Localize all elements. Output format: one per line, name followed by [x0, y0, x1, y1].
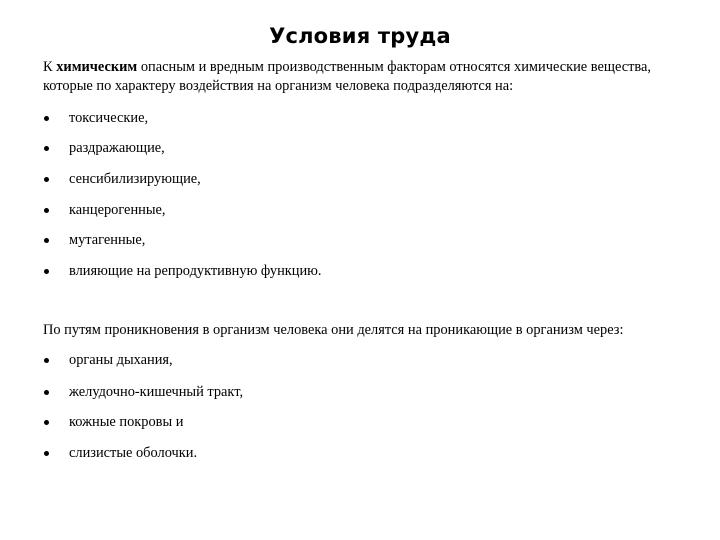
bullet-icon	[44, 358, 49, 363]
list-item	[0, 169, 700, 189]
bullet-icon	[44, 451, 49, 456]
list-item-text: кожные покровы и	[69, 414, 184, 430]
list-item-text: органы дыхания,	[69, 352, 173, 368]
bullet-icon	[44, 116, 49, 121]
intro-prefix: К	[43, 59, 57, 75]
list-item	[0, 230, 700, 250]
bullet-icon	[44, 177, 49, 182]
penetration-paragraph: По путям проникновения в организм человека они делятся на проникающие в организм через:	[43, 322, 624, 338]
bullet-icon	[44, 146, 49, 151]
list-item-text: слизистые оболочки.	[69, 445, 198, 461]
bullet-icon	[44, 269, 49, 274]
page-title: Условия труда	[269, 24, 451, 48]
intro-paragraph	[43, 58, 693, 96]
list-item	[0, 108, 700, 128]
list-item-text: канцерогенные,	[69, 202, 166, 218]
list-item-text: желудочно-кишечный тракт,	[69, 384, 244, 400]
bullet-icon	[44, 390, 49, 395]
list-item-text: раздражающие,	[69, 140, 165, 156]
bullet-icon	[44, 238, 49, 243]
list-item-text: мутагенные,	[69, 232, 146, 248]
list-item-text: токсические,	[69, 110, 149, 126]
bullet-icon	[44, 208, 49, 213]
bullet-icon	[44, 420, 49, 425]
intro-bold-term: химическим	[56, 59, 138, 75]
list-item	[0, 261, 700, 281]
list-item	[0, 443, 700, 463]
list-item	[0, 412, 700, 432]
list-item	[0, 382, 700, 402]
list-item	[0, 138, 700, 158]
list-item	[0, 350, 700, 370]
intro-rest: опасным и вредным производственным факторам относятся химические вещества, которые по характеру воздействия на организм человека подразделяются на:	[43, 59, 651, 94]
list-item-text: сенсибилизирующие,	[69, 171, 201, 187]
list-item-text: влияющие на репродуктивную функцию.	[69, 263, 322, 279]
list-item	[0, 200, 700, 220]
